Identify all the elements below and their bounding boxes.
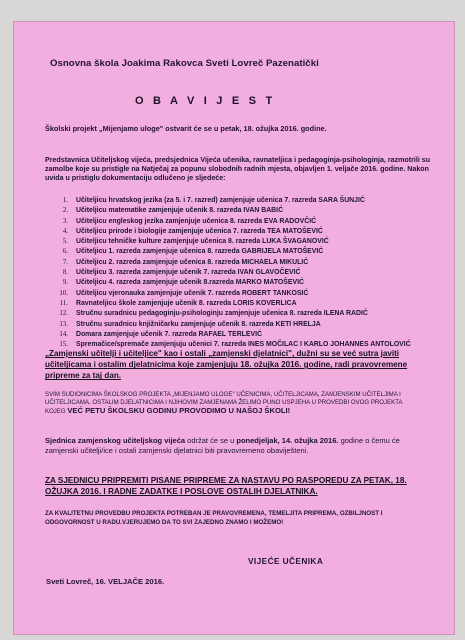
meeting-text-rest: godine o čemu će zamjenski učitelji/ice i ostali zamjenski djelatnici biti pravovremeno obaviješteni. [45, 436, 400, 455]
meeting-date: ponedjeljak, 14. ožujka 2016. [236, 436, 339, 445]
thanks-paragraph [45, 391, 417, 416]
list-number: 7. [62, 258, 68, 266]
list-item [58, 247, 418, 257]
list-number: 6. [62, 248, 68, 256]
school-name: Osnovna škola Joakima Rakovca Sveti Lovreč Pazenatički [50, 58, 319, 69]
list-number: 3. [62, 217, 68, 225]
list-item [58, 309, 418, 319]
list-number: 8. [62, 269, 68, 277]
list-number: 1. [62, 197, 68, 204]
list-text: Učiteljicu tehničke kulture zamjenjuje učenica 8. razreda LUKA ŠVAGANOVIĆ [76, 238, 329, 246]
list-number: 13. [59, 320, 68, 328]
list-text: Stručnu suradnicu knjižničarku zamjenjuje učenik 8. razreda KETI HRELJA [76, 320, 321, 328]
notice-heading: O B A V I J E S T [135, 95, 276, 107]
list-text: Ravnateljicu škole zamjenjuje učenik 8. razreda LORIS KOVERLICA [76, 299, 297, 307]
list-number: 11. [59, 299, 68, 307]
list-number: 4. [62, 227, 68, 235]
list-number: 5. [62, 238, 68, 246]
list-text: Učiteljicu hrvatskog jezika (za 5. i 7. razred) zamjenjuje učenica 7. razreda SARA ŠUNJIĆ [76, 197, 365, 204]
list-text: Učiteljicu 2. razreda zamjenjuje učenica 8. razreda MICHAELA MIKULIĆ [76, 258, 309, 266]
list-item [58, 258, 418, 268]
meeting-paragraph [45, 436, 415, 455]
list-item [58, 299, 418, 309]
intro-paragraph: Predstavnica Učiteljskog vijeća, predsjednica Vijeća učenika, ravnateljica i pedagoginja-psihologinja, razmotrili su zamolbe koje su pristigle na Natječaj za popunu slobodnih radnih mjesta, objavljen 1. veljače 2016. godine. Nakon uvida u pristiglu dokumentaciju odlučeno je sljedeće: [45, 156, 431, 182]
substitutes-notice: „Zamjenski učitelji i učiteljice" kao i ostali „zamjenski djelatnici", dužni su se već sutra javiti učiteljicama i ostalim djelatnicima koje zamjenjuju 18. ožujka 2016. godine, radi pravovremene pripreme za taj dan. [45, 349, 408, 381]
list-text: Stručnu suradnicu pedagoginju-psihologinju zamjenjuje učenica 8. razreda ILENA RADIĆ [76, 310, 368, 318]
list-text: Učiteljicu matematike zamjenjuje učenik 8. razreda IVAN BABIĆ [76, 207, 284, 215]
project-line: Školski projekt „Mijenjamo uloge" ostvarit će se u petak, 18. ožujka 2016. godine. [45, 124, 327, 133]
list-number: 14. [59, 330, 68, 338]
list-text: Učiteljicu 3. razreda zamjenjuje učenik 7. razreda IVAN GLAVOČEVIĆ [76, 269, 301, 277]
place-date: Sveti Lovreč, 16. VELJAČE 2016. [46, 577, 165, 586]
meeting-text: održat će se u [187, 436, 235, 445]
list-text: Učiteljicu 1. razreda zamjenjuje učenica 8. razreda GABRIJELA MATOŠEVIĆ [76, 248, 324, 256]
preparation-notice: ZA SJEDNICU PRIPREMITI PISANE PRIPREME ZA NASTAVU PO RASPOREDU ZA PETAK, 18. OŽUJKA 2016. I RADNE ZADATKE I POSLOVE OSTALIH DJELATNIKA. [45, 476, 407, 496]
list-number: 10. [59, 289, 68, 297]
replacement-list [58, 196, 418, 350]
list-text: Domara zamjenjuje učenik 7. razreda RAFAEL TERLEVIĆ [76, 330, 262, 338]
list-item [58, 237, 418, 247]
list-item [58, 217, 418, 227]
thanks-emphasis: VEĆ PETU ŠKOLSKU GODINU PROVODIMO U NAŠOJ ŠKOLI! [67, 406, 291, 415]
list-text: Učiteljicu prirode i biologije zamjenjuje učenica 7. razreda TEA MATOŠEVIĆ [76, 227, 323, 235]
list-number: 2. [62, 207, 68, 215]
list-text: Učiteljicu vjeronauka zamjenjuje učenik 7. razreda ROBERT TANKOSIĆ [76, 289, 309, 297]
list-text: Učiteljicu 4. razreda zamjenjuje učenik 8.razreda MARKO MATOŠEVIĆ [76, 279, 304, 287]
list-item [58, 289, 418, 299]
thanks-text: SVIM SUDIONICIMA ŠKOLSKOG PROJEKTA „MIJENJAMO ULOGE" UČENICIMA, UČITELJICAMA, ZAMJENSKIM UČITELJIMA I UČITELJICAMA, OSTALIM DJELATNICIMA I NJIHOVIM ZAMJENAMA ŽELIMO PUNO USPJEHA U PROVEDBI OVOG PROJEKTA KOJEG [45, 391, 403, 415]
list-item [58, 320, 418, 330]
list-item [58, 268, 418, 278]
list-item [58, 278, 418, 288]
list-text: Spremačice/spremače zamjenjuju učenici 7. razreda INES MOČILAC I KARLO JOHANNES ANTOLOVIĆ [76, 341, 411, 349]
list-item [58, 206, 418, 216]
meeting-subject: Sjednica zamjenskog učiteljskog vijeća [45, 436, 186, 445]
list-number: 15. [59, 341, 68, 349]
list-number: 9. [62, 279, 68, 287]
list-item [58, 196, 418, 206]
list-number: 12. [59, 310, 68, 318]
signature: VIJEĆE UČENIKA [248, 556, 324, 566]
list-text: Učiteljicu engleskog jezika zamjenjuje učenica 8. razreda EVA RADOVČIĆ [76, 217, 317, 225]
list-item [58, 227, 418, 237]
closing-paragraph: ZA KVALITETNU PROVEDBU PROJEKTA POTREBAN JE PRAVOVREMENA, TEMELJITA PRIPREMA, OZBILJNOST I ODGOVORNOST U RADU.VJERUJEMO DA TO SVI ZAJEDNO ZNAMO I MOŽEMO! [45, 510, 383, 526]
list-item [58, 330, 418, 340]
